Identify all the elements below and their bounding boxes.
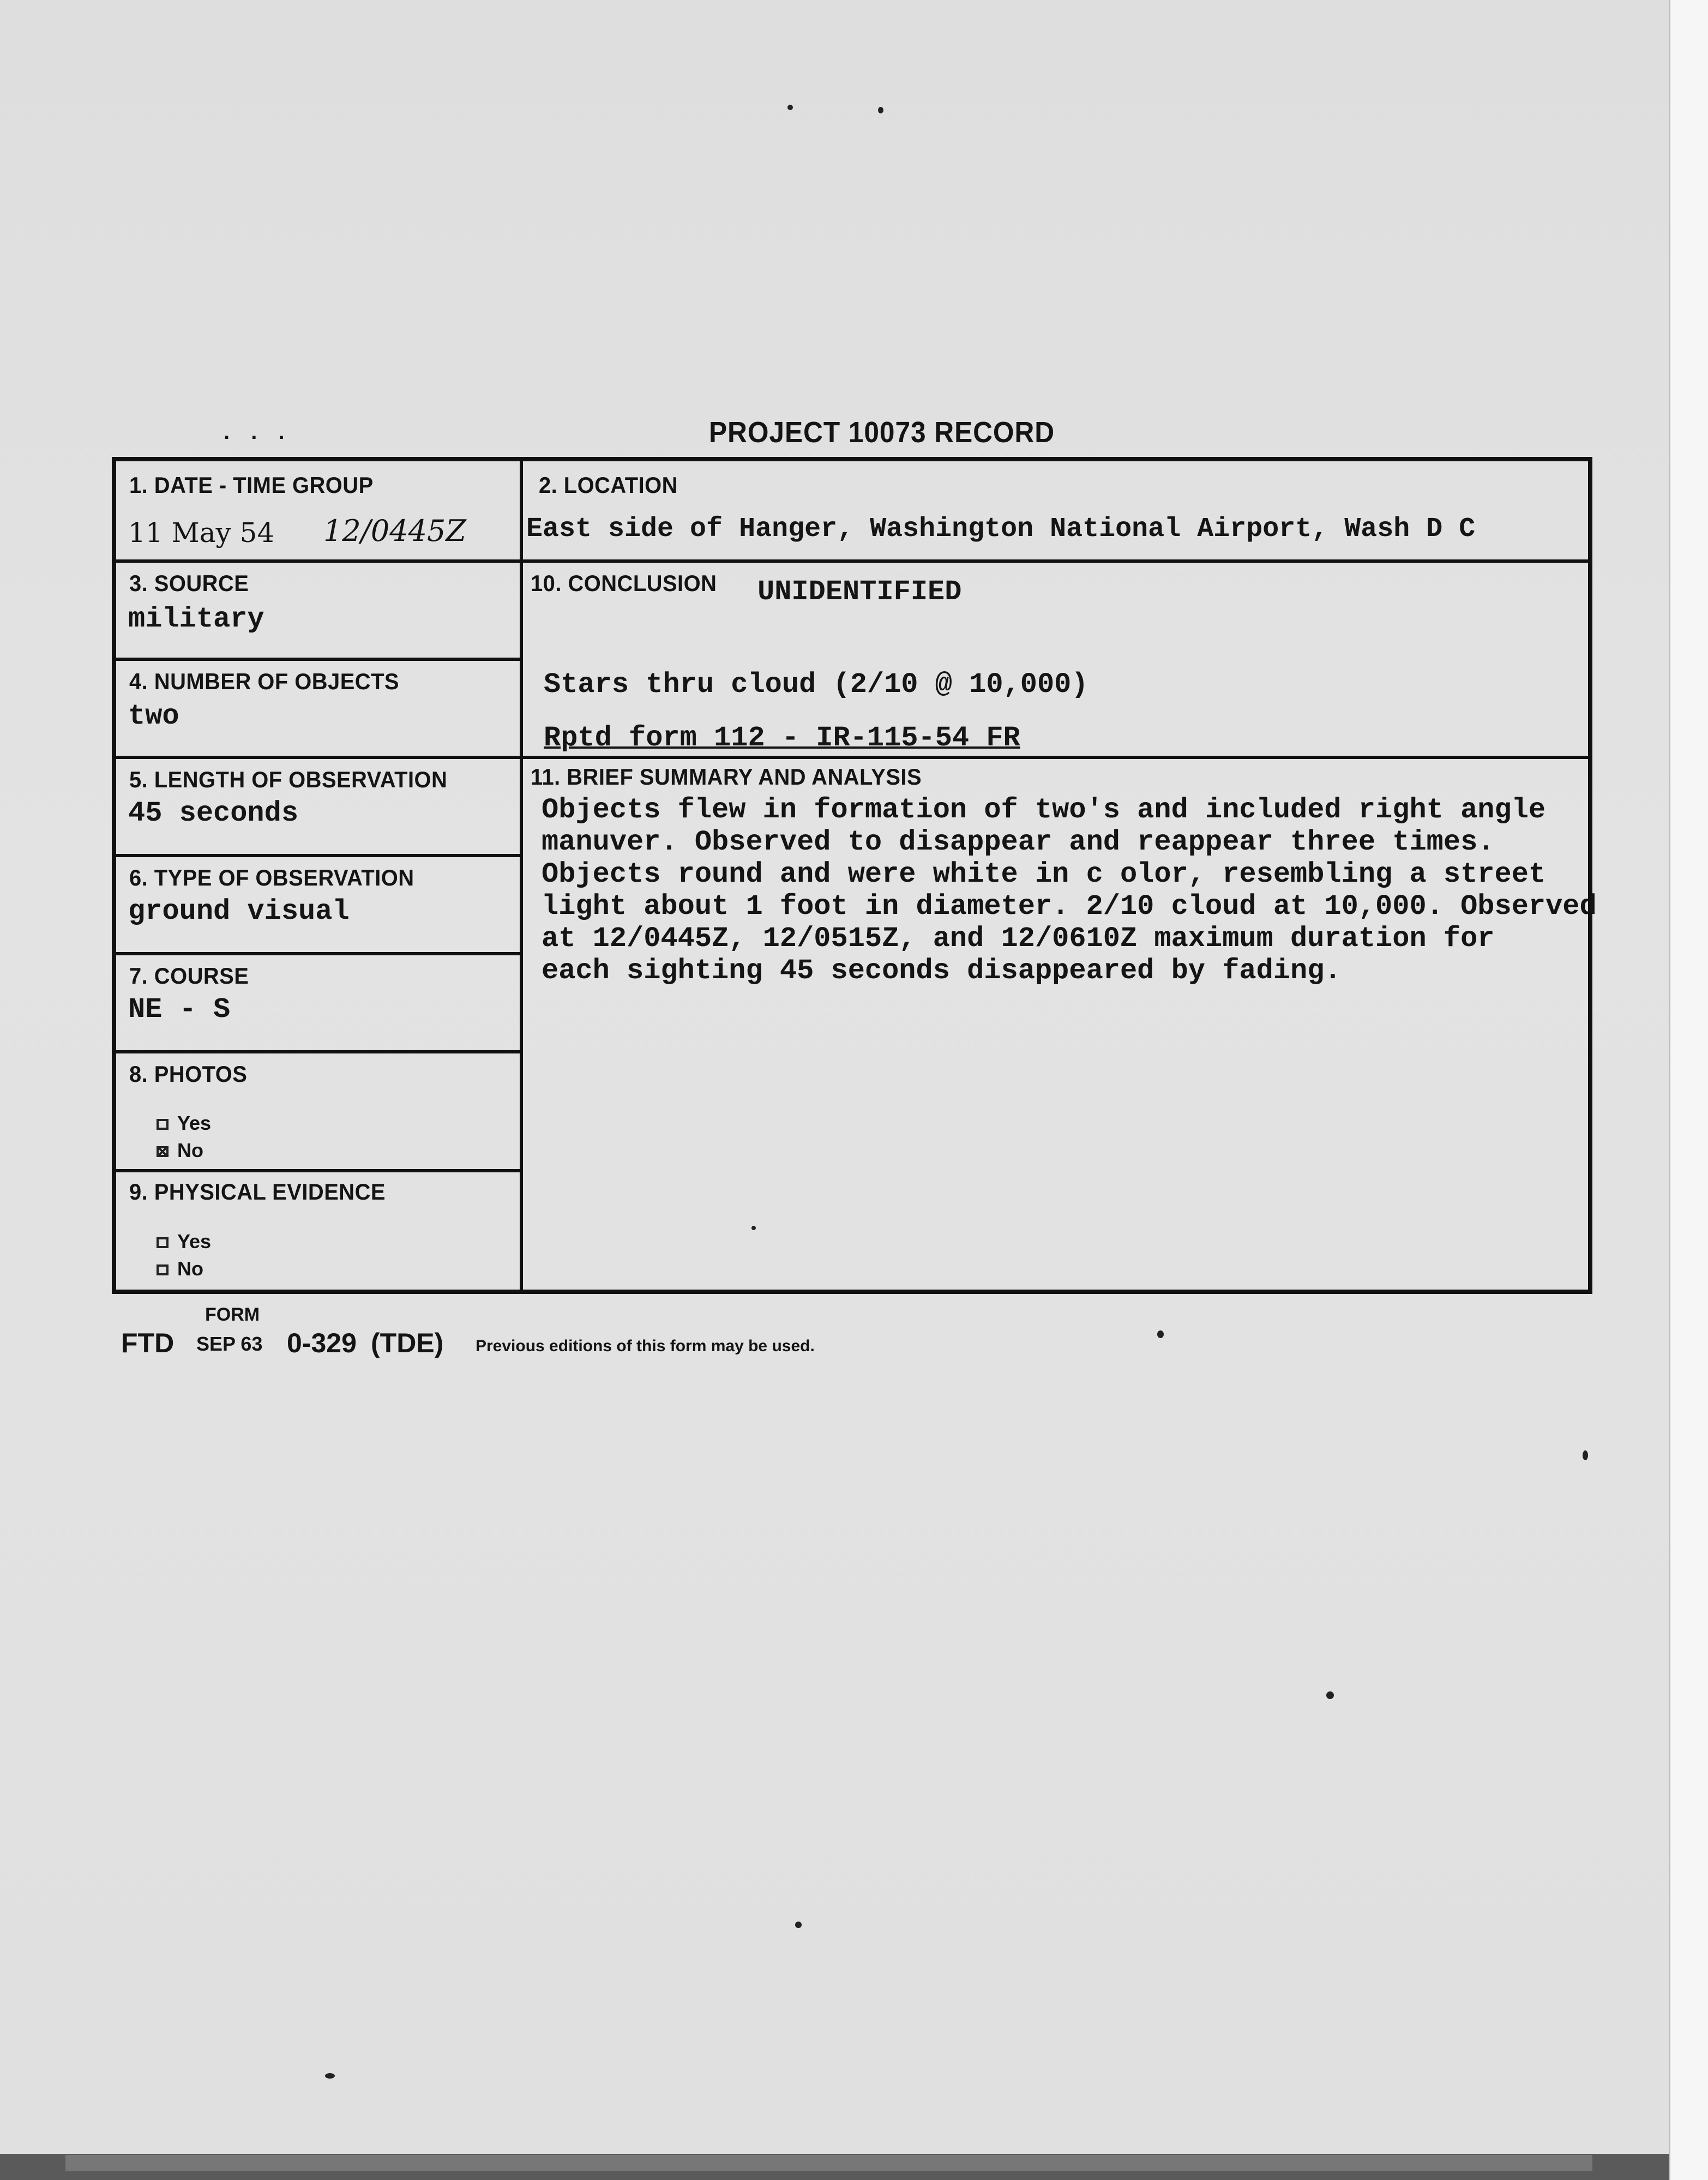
- type-of-observation-value: ground visual: [128, 895, 350, 928]
- evidence-yes-label: Yes: [177, 1230, 212, 1252]
- length-of-observation-label: 5. LENGTH OF OBSERVATION: [129, 767, 448, 792]
- summary-line: Objects flew in formation of two's and included right angle: [542, 794, 1546, 826]
- record-form: [112, 457, 1597, 1294]
- length-of-observation-value: 45 seconds: [128, 797, 299, 829]
- location-value: East side of Hanger, Washington National Airport, Wash D C: [526, 514, 1476, 545]
- row-divider: [116, 952, 523, 955]
- source-label: 3. SOURCE: [129, 570, 249, 596]
- type-of-observation-label: 6. TYPE OF OBSERVATION: [129, 865, 414, 890]
- summary-line: light about 1 foot in diameter. 2/10 cloud at 10,000. Observed: [542, 890, 1597, 923]
- course-label: 7. COURSE: [129, 963, 249, 989]
- row-divider: [520, 559, 1592, 563]
- course-value: NE - S: [128, 993, 231, 1026]
- photos-no-label: No: [177, 1139, 203, 1161]
- summary-line: Objects round and were white in c olor, resembling a street: [542, 858, 1546, 890]
- photos-label: 8. PHOTOS: [129, 1061, 248, 1087]
- conclusion-label: 10. CONCLUSION: [531, 570, 717, 596]
- scan-speck: [1326, 1691, 1334, 1699]
- scan-speck: [795, 1922, 802, 1928]
- evidence-yes-option: [157, 1230, 211, 1253]
- row-divider: [116, 1050, 523, 1053]
- source-value: military: [128, 603, 264, 635]
- scan-speck: [787, 105, 793, 110]
- row-divider: [116, 559, 523, 563]
- summary-label: 11. BRIEF SUMMARY AND ANALYSIS: [531, 764, 922, 790]
- scan-speck: [325, 2073, 335, 2079]
- scan-speck: [751, 1226, 756, 1230]
- time-handwritten-value: 12/0445Z: [323, 514, 466, 548]
- evidence-no-label: No: [177, 1257, 203, 1280]
- row-divider: [116, 1169, 523, 1172]
- report-reference: Rptd form 112 - IR-115-54 FR: [544, 722, 1020, 754]
- date-value: 11 May 54: [128, 517, 275, 549]
- row-divider: [116, 756, 523, 759]
- footer-ftd: FTD: [121, 1328, 175, 1358]
- footer-form-word: FORM: [205, 1304, 260, 1325]
- summary-line: manuver. Observed to disappear and reappear three times.: [542, 826, 1495, 858]
- conclusion-value: UNIDENTIFIED: [757, 576, 962, 608]
- evidence-no-option: [157, 1257, 203, 1280]
- physical-evidence-label: 9. PHYSICAL EVIDENCE: [129, 1179, 386, 1205]
- location-label: 2. LOCATION: [539, 472, 678, 498]
- photos-yes-label: Yes: [177, 1112, 212, 1134]
- scan-speck: [878, 107, 883, 113]
- evidence-yes-checkbox: [157, 1237, 169, 1248]
- row-divider: [116, 658, 523, 661]
- summary-line: each sighting 45 seconds disappeared by fading.: [542, 955, 1342, 987]
- photos-no-checkbox: [157, 1146, 169, 1157]
- row-divider: [116, 854, 523, 857]
- column-divider: [520, 461, 523, 1290]
- date-time-label: 1. DATE - TIME GROUP: [129, 472, 374, 498]
- number-of-objects-value: two: [128, 700, 179, 732]
- evidence-no-checkbox: [157, 1264, 169, 1275]
- conclusion-note: Stars thru cloud (2/10 @ 10,000): [544, 669, 1088, 701]
- summary-text: [542, 794, 1597, 987]
- photos-yes-checkbox: [157, 1119, 169, 1130]
- footer-tde: (TDE): [371, 1328, 444, 1358]
- stray-marks: . . .: [224, 420, 292, 444]
- photos-no-option: [157, 1139, 203, 1162]
- scan-speck: [1157, 1330, 1164, 1338]
- footer-date-code: SEP 63: [196, 1333, 263, 1355]
- summary-line: at 12/0445Z, 12/0515Z, and 12/0610Z maximum duration for: [542, 923, 1495, 955]
- page-edge-right: [1669, 0, 1708, 2180]
- number-of-objects-label: 4. NUMBER OF OBJECTS: [129, 669, 400, 694]
- page-edge-shadow: [65, 2155, 1592, 2171]
- row-divider: [520, 756, 1592, 759]
- footer-note: Previous editions of this form may be used.: [476, 1337, 815, 1355]
- photos-yes-option: [157, 1112, 211, 1135]
- footer-form-number: 0-329: [287, 1328, 357, 1358]
- scan-speck: [1583, 1450, 1588, 1460]
- form-title: PROJECT 10073 RECORD: [709, 416, 1055, 449]
